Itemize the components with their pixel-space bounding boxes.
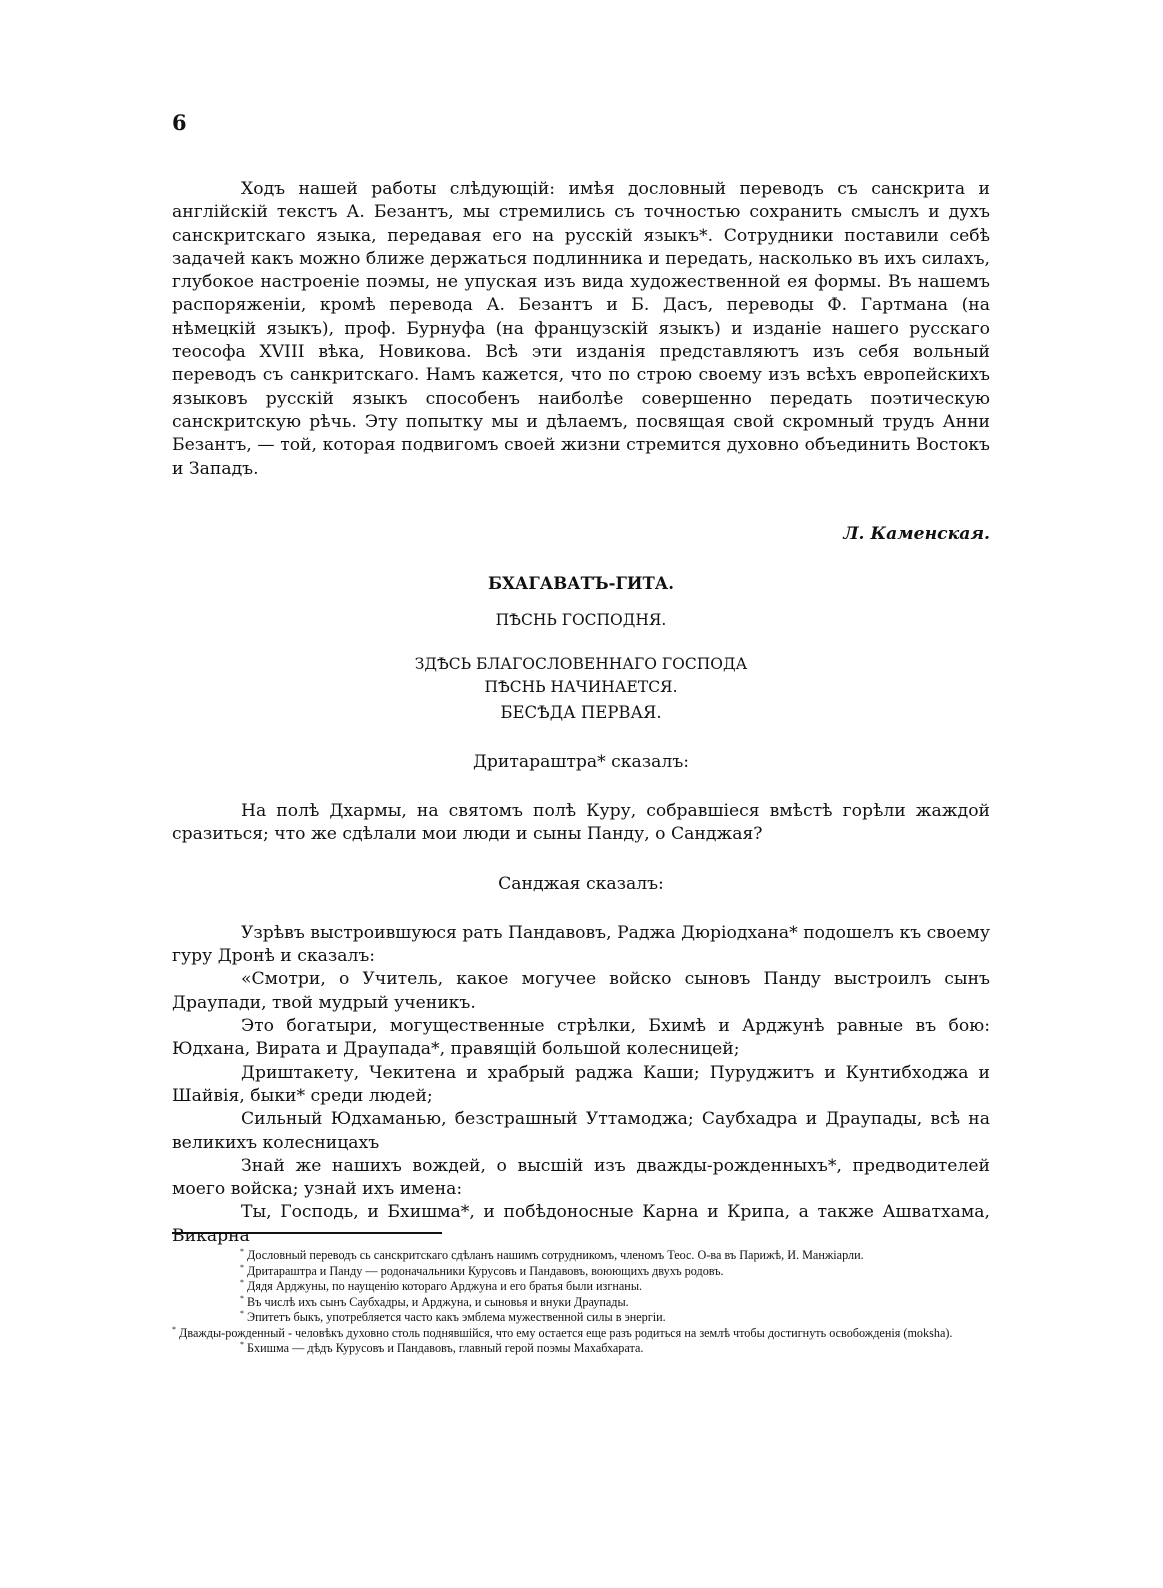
footnote-4 [172,1295,990,1311]
verse-1: На полѣ Дхармы, на святомъ полѣ Куру, собравшіеся вмѣстѣ горѣли жаждой сразиться; что же сдѣлали мои люди и сыны Панду, о Санджая? [172,800,990,845]
footnote-7 [172,1341,990,1357]
book-subtitle: ПѢСНЬ ГОСПОДНЯ. [495,611,667,630]
footnote-text: Бхишма — дѣдъ Курусовъ и Пандавовъ, главный герой поэмы Махабхарата. [247,1341,644,1355]
footnote-marker: * [240,1277,244,1287]
footnote-text: Дважды-рожденный - человѣкъ духовно столь поднявшійся, что ему остается еще разъ родиться на землѣ чтобы достигнуть освобожденія (moksha). [179,1325,953,1340]
footnote-marker: * [240,1262,244,1272]
footnote-text: Дядя Арджуны, по наущенію котораго Арджуна и его братья были изгнаны. [247,1279,643,1293]
signature: Л. Каменская. [843,523,990,544]
intro-paragraph: Ходъ нашей работы слѣдующій: имѣя дословный переводъ съ санскрита и англійскій текстъ А. Безантъ, мы стремились съ точностью сохранить смыслъ и духъ санскритскаго языка, передавая его на русскій языкъ*. Сотрудники поставили себѣ задачей какъ можно ближе держаться подлинника и передать, насколько въ ихъ силахъ, глубокое настроеніе поэмы, не упуская изъ вида художественной ея формы. Въ нашемъ распоряженіи, кромѣ перевода А. Безантъ и Б. Дасъ, переводы Ф. Гартмана (на нѣмецкій языкъ), проф. Бурнуфа (на французскій языкъ) и изданіе нашего русскаго теософа XVIII вѣка, Новикова. Всѣ эти изданія представляютъ изъ себя вольный переводъ съ санкритскаго. Намъ кажется, что по строю своему изъ всѣхъ европейскихъ языковъ русскій языкъ способенъ наиболѣе совершенно передать поэтическую санскритскую рѣчь. Эту попытку мы и дѣлаемъ, посвящая свой скромный трудъ Анни Безантъ, — той, которая подвигомъ своей жизни стремится духовно объединить Востокъ и Западъ. [172,179,990,479]
footnote-marker: * [240,1293,244,1303]
verse: Знай же нашихъ вождей, о высшій изъ дважды-рожденныхъ*, предводителей моего войска; узнай ихъ имена: [172,1155,990,1200]
footnote-5 [172,1310,990,1326]
main-text [172,178,990,1248]
verse: Узрѣвъ выстроившуюся рать Пандавовъ, Раджа Дюріодхана* подошелъ къ своему гуру Дронѣ и сказалъ: [172,922,990,967]
verses-block [172,922,990,1248]
verse: Сильный Юдхаманью, безстрашный Уттамоджа; Саубхадра и Драупады, всѣ на великихъ колесницахъ [172,1109,990,1153]
heading-line-2: ПѢСНЬ НАЧИНАЕТСЯ. [484,678,678,697]
speaker-sanjaya: Санджая сказалъ: [498,873,664,894]
footnote-1 [172,1248,990,1264]
verse: «Смотри, о Учитель, какое могучее войско сыновъ Панду выстроилъ сынъ Драупади, твой мудрый ученикъ. [172,969,990,1013]
verse: Это богатыри, могущественные стрѣлки, Бхимѣ и Арджунѣ равные въ бою: Юдхана, Вирата и Драупада*, правящій большой колесницей; [172,1016,990,1060]
heading-line-1: ЗДѢСЬ БЛАГОСЛОВЕННАГО ГОСПОДА [414,654,748,673]
footnote-text: Дословный переводъ сь санскритскаго сдѣланъ нашимъ сотрудникомъ, членомъ Теос. О-ва въ Парижѣ, И. Манжіарли. [247,1248,864,1262]
book-title: БХАГАВАТЪ-ГИТА. [488,574,674,594]
footnote-marker: * [240,1339,244,1349]
footnote-marker: * [172,1324,176,1334]
verse: Ты, Господь, и Бхишма*, и побѣдоносные Карна и Крипа, а также Ашватхама, Викарна [172,1202,990,1246]
verse: Дриштакету, Чекитена и храбрый раджа Каши; Пуруджитъ и Кунтибходжа и Шайвія, быки* среди людей; [172,1062,990,1106]
footnote-2 [172,1264,990,1280]
speaker-dhritarashtra: Дритараштра* сказалъ: [472,751,690,772]
chapter-heading: БЕСѢДА ПЕРВАЯ. [500,703,662,723]
footnotes [172,1248,990,1357]
footnote-text: Дритараштра и Панду — родоначальники Курусовъ и Пандавовъ, воюющихъ двухъ родовъ. [247,1263,724,1278]
footnote-divider [172,1232,442,1234]
footnote-6 [172,1326,990,1342]
footnote-3 [172,1279,990,1295]
footnote-marker: * [240,1308,244,1318]
footnote-marker: * [240,1246,244,1256]
footnote-text: Въ числѣ ихъ сынъ Саубхадры, и Арджуна, и сыновья и внуки Драупады. [247,1294,629,1309]
footnote-text: Эпитетъ быкъ, употребляется часто какъ эмблема мужественной силы в энергіи. [247,1310,666,1324]
page-number: 6 [172,110,187,135]
